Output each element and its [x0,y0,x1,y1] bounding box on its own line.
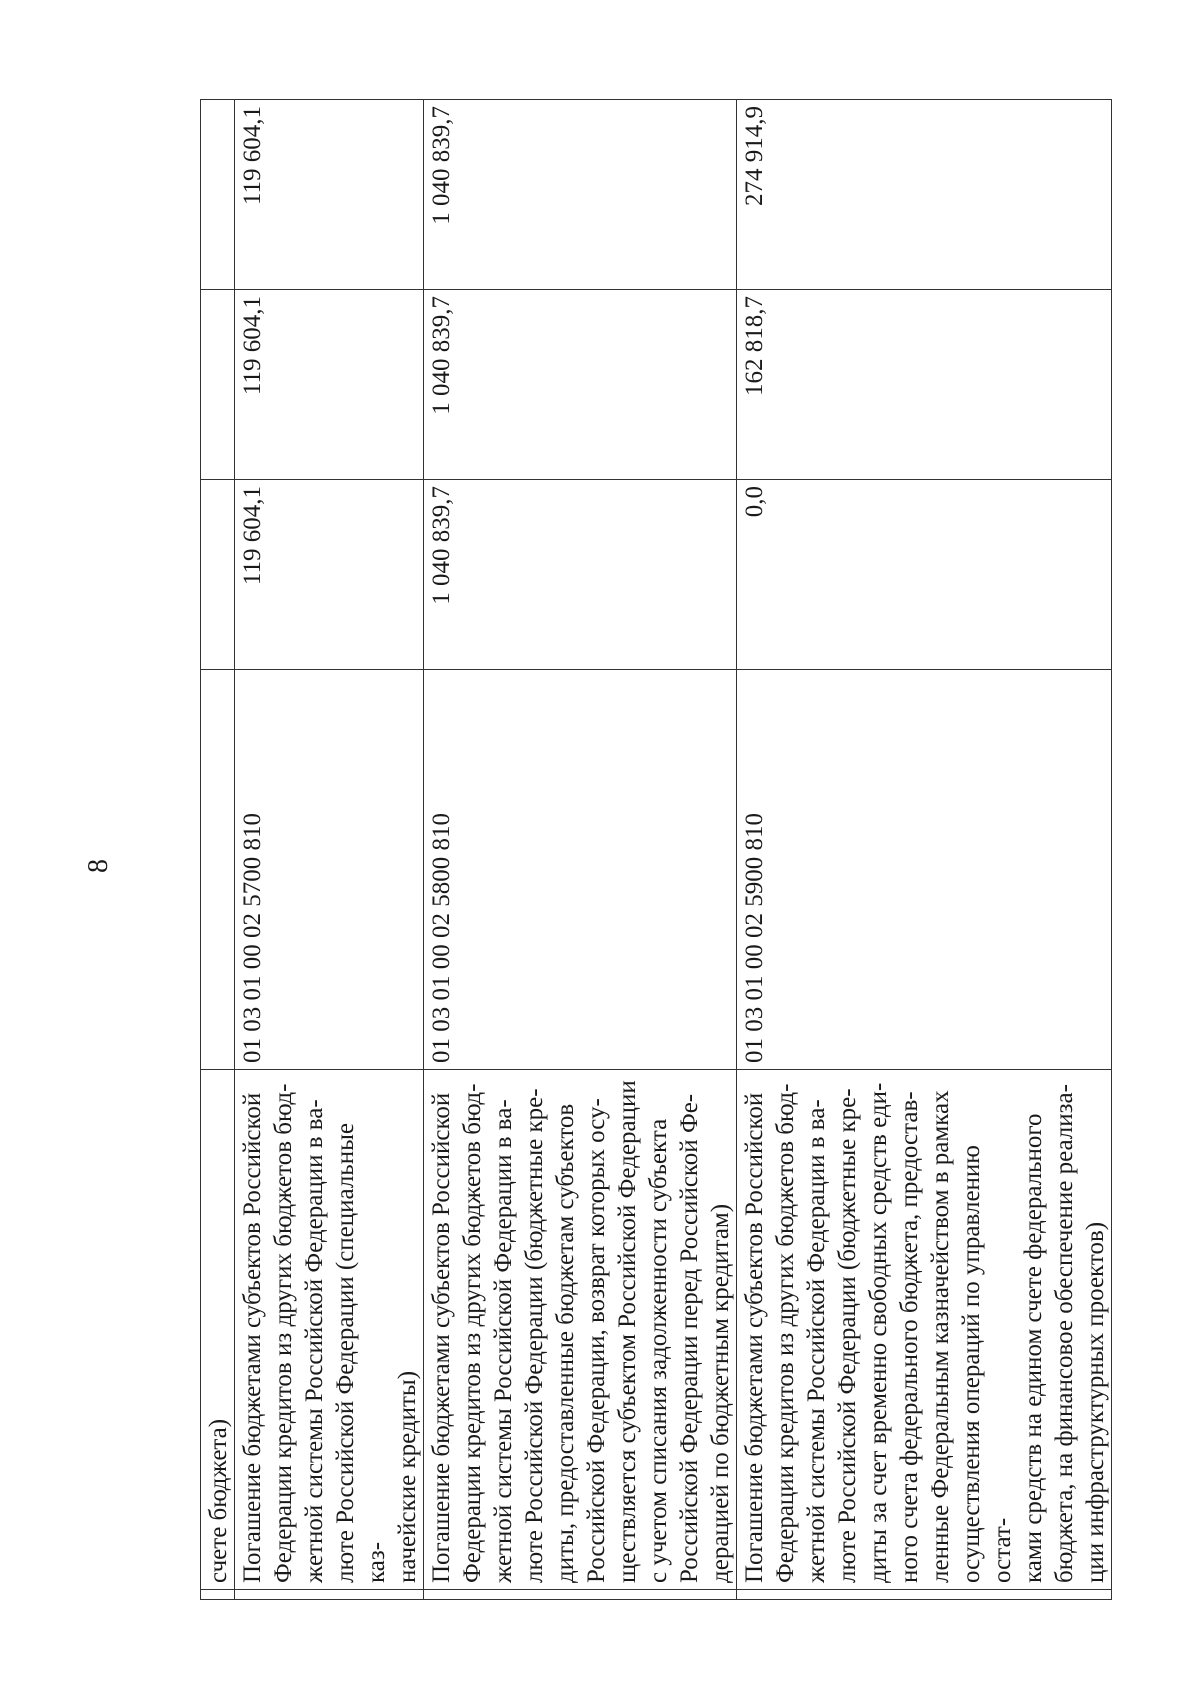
table-row [235,100,424,1600]
value-col-3: 274 914,9 [737,100,1112,290]
value-col-2: 1 040 839,7 [424,290,737,480]
value-cell [201,290,235,480]
budget-code: 01 03 01 00 02 5900 810 [737,670,1112,1070]
budget-table-container [200,100,1109,1600]
value-col-2: 119 604,1 [235,290,424,480]
margin-cell [201,1590,235,1600]
page-number: 8 [83,859,114,873]
value-col-3: 119 604,1 [235,100,424,290]
margin-cell [424,1590,737,1600]
row-name: Погашение бюджетами субъектов Российской Федерации кредитов из других бюджетов бюд- жетной системы Российской Федерации в ва- люте Российской Федерации (специальные каз- начейские кредиты) [235,1070,424,1590]
row-name: Погашение бюджетами субъектов Российской Федерации кредитов из других бюджетов бюд- жетной системы Российской Федерации в ва- люте Российской Федерации (бюджетные кре- диты, предоставленные бюджетам субъектов Российской Федерации, возврат которых осу- ществляется субъектом Российской Федерации с учетом списания задолженности субъекта Российской Федерации перед Российской Фе- дерацией по бюджетным кредитам) [424,1070,737,1590]
value-col-1: 119 604,1 [235,480,424,670]
budget-code: 01 03 01 00 02 5700 810 [235,670,424,1070]
value-cell [201,100,235,290]
row-name: Погашение бюджетами субъектов Российской Федерации кредитов из других бюджетов бюд- жетной системы Российской Федерации в ва- люте Российской Федерации (бюджетные кре- диты за счет временно свободных средств еди- ного счета федерального бюджета, предостав- ленные Федеральным казначейством в рамках осуществления операций по управлению остат- ками средств на едином счете федерального бюджета, на финансовое обеспечение реализа- ции инфраструктурных проектов) [737,1070,1112,1590]
budget-code: 01 03 01 00 02 5800 810 [424,670,737,1070]
code-cell [201,670,235,1070]
continued-name-cell: счете бюджета) [201,1070,235,1590]
value-col-3: 1 040 839,7 [424,100,737,290]
value-col-2: 162 818,7 [737,290,1112,480]
table-row [737,100,1112,1600]
value-col-1: 1 040 839,7 [424,480,737,670]
value-col-1: 0,0 [737,480,1112,670]
margin-cell [235,1590,424,1600]
value-cell [201,480,235,670]
budget-table [200,99,1112,1600]
table-row [424,100,737,1600]
table-row [201,100,235,1600]
margin-cell [737,1590,1112,1600]
